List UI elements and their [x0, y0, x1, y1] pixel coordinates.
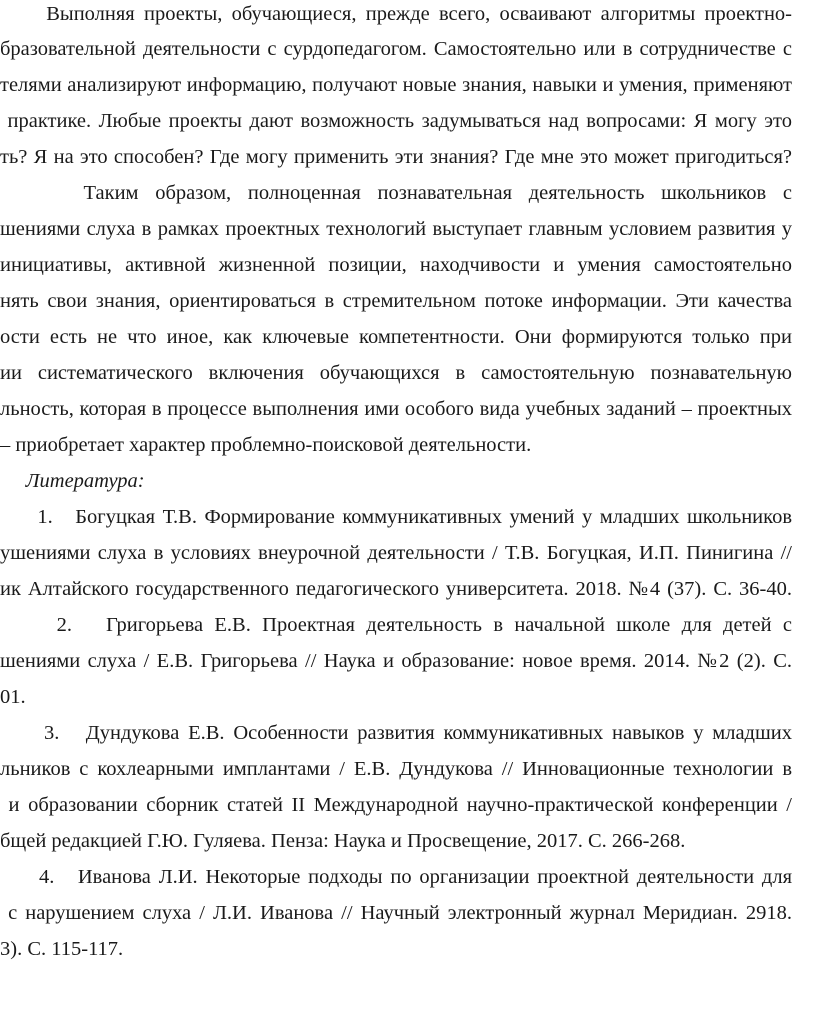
section-heading: Литература: [0, 470, 145, 492]
text-line: – приобретает характер проблемно-поисковой деятельности. [0, 434, 532, 456]
reference-line: 01. [0, 686, 26, 708]
text-line: шениями слуха в рамках проектных технологий выступает главным условием развития у [0, 218, 792, 240]
reference-line: 3). С. 115-117. [0, 938, 124, 960]
reference-line: 4. Иванова Л.И. Некоторые подходы по организации проектной деятельности для [0, 866, 792, 888]
text-line: телями анализируют информацию, получают новые знания, навыки и умения, применяют [0, 74, 792, 96]
text-line: практике. Любые проекты дают возможность задумываться над вопросами: Я могу это [0, 110, 792, 132]
reference-line: 1. Богуцкая Т.В. Формирование коммуникативных умений у младших школьников [0, 506, 792, 528]
text-line: Таким образом, полноценная познавательная деятельность школьников с [0, 182, 792, 204]
text-line: льность, которая в процессе выполнения ими особого вида учебных заданий – проектных [0, 398, 792, 420]
text-line: Выполняя проекты, обучающиеся, прежде всего, осваивают алгоритмы проектно- [0, 3, 792, 25]
reference-line: льников с кохлеарными имплантами / Е.В. Дундукова // Инновационные технологии в [0, 758, 792, 780]
text-line: нять свои знания, ориентироваться в стремительном потоке информации. Эти качества [0, 290, 792, 312]
reference-line: 2. Григорьева Е.В. Проектная деятельность в начальной школе для детей с [0, 614, 792, 636]
text-line: ости есть не что иное, как ключевые компетентности. Они формируются только при [0, 326, 792, 348]
text-line: ть? Я на это способен? Где могу применить эти знания? Где мне это может пригодиться? [0, 146, 792, 168]
text-line: ии систематического включения обучающихся в самостоятельную познавательную [0, 362, 792, 384]
reference-line: шениями слуха / Е.В. Григорьева // Наука и образование: новое время. 2014. №2 (2). С. [0, 650, 792, 672]
reference-line: 3. Дундукова Е.В. Особенности развития коммуникативных навыков у младших [0, 722, 792, 744]
reference-line: и образовании сборник статей II Международной научно-практической конференции / [0, 794, 792, 816]
reference-line: ушениями слуха в условиях внеурочной деятельности / Т.В. Богуцкая, И.П. Пинигина // [0, 542, 792, 564]
reference-line: ик Алтайского государственного педагогического университета. 2018. №4 (37). С. 36-40. [0, 578, 792, 600]
text-line: инициативы, активной жизненной позиции, находчивости и умения самостоятельно [0, 254, 792, 276]
reference-line: бщей редакцией Г.Ю. Гуляева. Пенза: Наука и Просвещение, 2017. С. 266-268. [0, 830, 686, 852]
reference-line: с нарушением слуха / Л.И. Иванова // Научный электронный журнал Меридиан. 2918. [0, 902, 792, 924]
text-line: бразовательной деятельности с сурдопедагогом. Самостоятельно или в сотрудничестве с [0, 38, 792, 60]
